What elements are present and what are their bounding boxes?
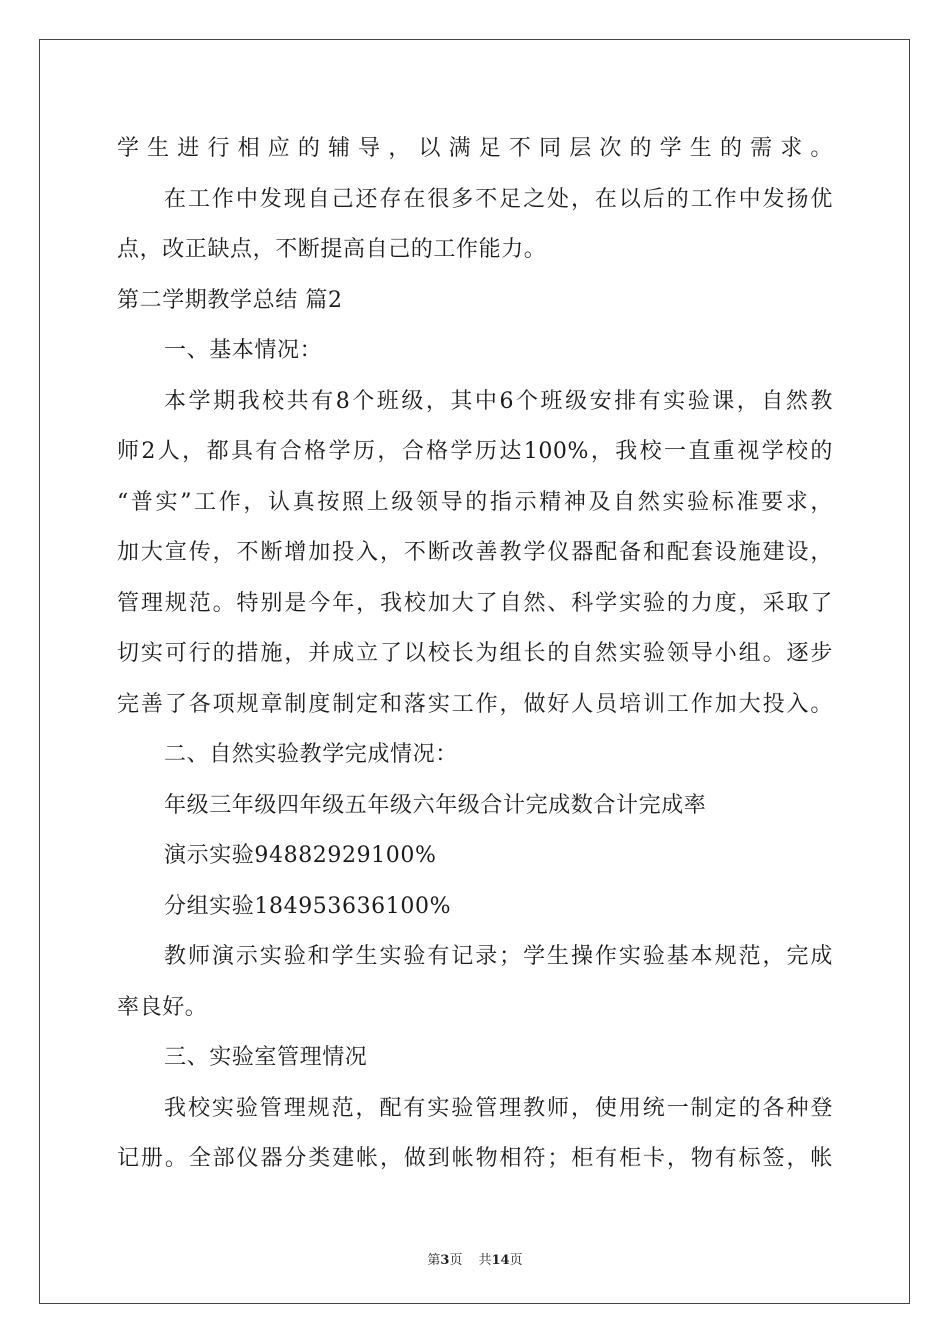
- document-body: [117, 124, 833, 1185]
- paragraph-line: 本学期我校共有8个班级，其中6个班级安排有实验课，自然教: [164, 388, 833, 414]
- paragraph-line: 教师演示实验和学生实验有记录；学生操作实验基本规范，完成: [164, 944, 833, 969]
- section-heading: 一、基本情况：: [164, 338, 323, 363]
- paragraph-line: 在工作中发现自己还存在很多不足之处，在以后的工作中发扬优: [164, 186, 833, 212]
- section-heading: 二、自然实验教学完成情况：: [164, 742, 458, 767]
- table-row-line: 分组实验184953636100%: [164, 893, 452, 919]
- section-title: 第二学期教学总结 篇2: [117, 287, 343, 313]
- paragraph-line: 率良好。: [117, 994, 208, 1020]
- paragraph-line: “普实”工作，认真按照上级领导的指示精神及自然实验标准要求，: [117, 489, 833, 515]
- page-total: 14: [491, 1253, 510, 1268]
- paragraph-line: 我校实验管理规范，配有实验管理教师，使用统一制定的各种登: [164, 1095, 833, 1121]
- paragraph-line: 学生进行相应的辅导，以满足不同层次的学生的需求。: [117, 136, 833, 161]
- paragraph-line: 点，改正缺点，不断提高自己的工作能力。: [117, 237, 547, 262]
- paragraph-line: 完善了各项规章制度制定和落实工作，做好人员培训工作加大投入。: [117, 691, 833, 717]
- page-footer: [0, 1249, 950, 1268]
- paragraph-line: 管理规范。特别是今年，我校加大了自然、科学实验的力度，采取了: [117, 590, 833, 616]
- table-header-line: 年级三年级四年级五年级六年级合计完成数合计完成率: [164, 792, 707, 818]
- paragraph-line: 记册。全部仪器分类建帐，做到帐物相符；柜有柜卡，物有标签，帐: [117, 1146, 833, 1171]
- paragraph-line: 加大宣传，不断增加投入，不断改善教学仪器配备和配套设施建设，: [117, 540, 833, 565]
- paragraph-line: 师2人，都具有合格学历，合格学历达100%，我校一直重视学校的: [117, 439, 833, 464]
- paragraph-line: 切实可行的措施，并成立了以校长为组长的自然实验领导小组。逐步: [117, 641, 833, 666]
- page-prefix: 第: [427, 1253, 441, 1268]
- total-suffix: 页: [509, 1253, 523, 1268]
- page-current: 3: [440, 1253, 450, 1268]
- total-prefix: 共: [478, 1253, 492, 1268]
- page-suffix: 页: [449, 1253, 463, 1268]
- table-row-line: 演示实验94882929100%: [164, 843, 437, 868]
- section-heading: 三、实验室管理情况: [164, 1045, 368, 1070]
